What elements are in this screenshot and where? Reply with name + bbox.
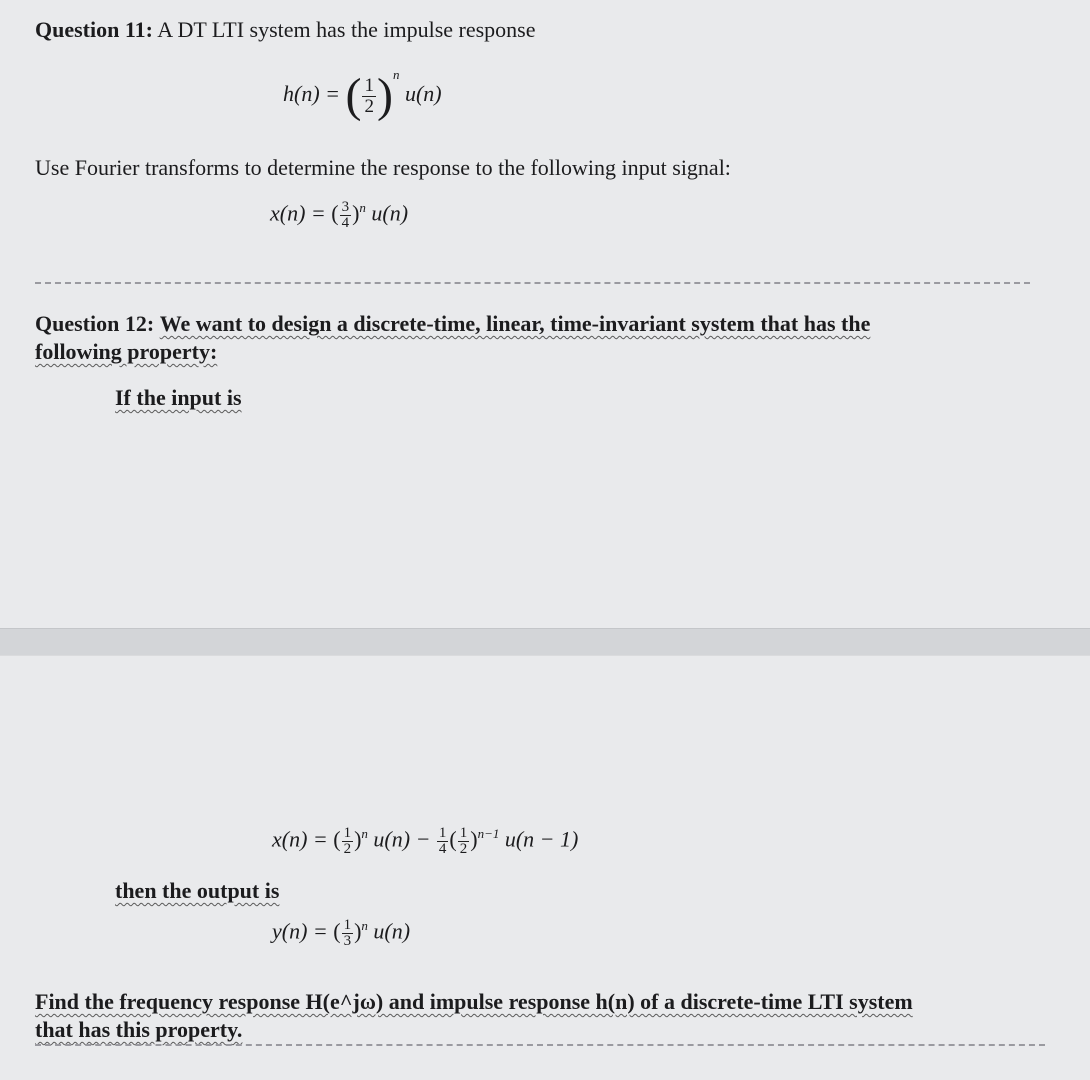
q11-x-num: 3 xyxy=(341,199,350,215)
q12-x-coef-num: 1 xyxy=(438,825,447,841)
q12-y-exp: n xyxy=(361,918,368,934)
q12-x-lhs: x(n) = xyxy=(272,826,328,852)
q12-output-equation: y(n) = ( $\frac{1}{3}$ )$^n$ u(n) xyxy=(272,917,411,949)
q11-h-exp: n xyxy=(392,66,400,82)
q12-x-tail: u(n − 1) xyxy=(504,826,579,852)
q12-then-output: then the output is xyxy=(115,878,280,903)
q12-x-coef-den: 4 xyxy=(438,841,447,857)
q12-label: Question 12: xyxy=(35,311,155,336)
q11-impulse-response-equation: h(n) = ( $\frac{1}{2}$ )$^n$ u(n) xyxy=(283,66,442,122)
q12-y-den: 3 xyxy=(343,933,352,949)
q11-h-lhs: h(n) = xyxy=(283,81,340,107)
q12-input-equation: x(n) = ( $\frac{1}{2}$ )$^n$ u(n) − $\frac{1}{4}$ ( $\frac{1}{2}$ )$^{n-1}$ u(n − 1) xyxy=(272,825,579,857)
q11-instruction: Use Fourier transforms to determine the response to the following input signal: xyxy=(35,155,731,180)
q12-y-lhs: y(n) = xyxy=(272,918,328,944)
q12-text-line1: We want to design a discrete-time, linear, time-invariant system that has the xyxy=(159,311,871,336)
q12-if-input: If the input is xyxy=(115,385,242,410)
q12-x-num2: 1 xyxy=(459,825,468,841)
q12-find xyxy=(35,988,1065,1044)
q12-y-tail: u(n) xyxy=(373,918,411,944)
bottom-divider xyxy=(35,1044,1045,1046)
q11-x-tail: u(n) xyxy=(371,200,409,226)
q11-text: A DT LTI system has the impulse response xyxy=(157,17,536,42)
q12-x-exp1: n xyxy=(361,826,368,842)
q11-x-den: 4 xyxy=(341,215,350,231)
q11-heading xyxy=(35,16,536,44)
q11-label: Question 11: xyxy=(35,17,153,42)
q11-h-den: 2 xyxy=(364,95,374,117)
q11-x-exp: n xyxy=(359,200,366,216)
q12-heading xyxy=(35,310,1045,366)
q12-find-line1: Find the frequency response H(e^jω) and impulse response h(n) of a discrete-time LTI system xyxy=(35,989,913,1014)
q12-x-exp2: n−1 xyxy=(477,826,500,842)
q11-h-num: 1 xyxy=(364,74,374,96)
q12-find-line2: that has this property. xyxy=(35,1017,243,1042)
q11-input-equation: x(n) = ( $\frac{3}{4}$ )$^n$ u(n) xyxy=(270,199,409,231)
q12-x-mid: u(n) − xyxy=(373,826,431,852)
page-break-band xyxy=(0,628,1090,656)
q11-x-lhs: x(n) = xyxy=(270,200,326,226)
q12-text-line2: following property: xyxy=(35,339,218,364)
q11-h-tail: u(n) xyxy=(404,81,442,107)
q12-x-num1: 1 xyxy=(343,825,352,841)
divider xyxy=(35,282,1030,284)
q12-y-num: 1 xyxy=(343,917,352,933)
q12-x-den2: 2 xyxy=(459,841,468,857)
q12-x-den1: 2 xyxy=(343,841,352,857)
